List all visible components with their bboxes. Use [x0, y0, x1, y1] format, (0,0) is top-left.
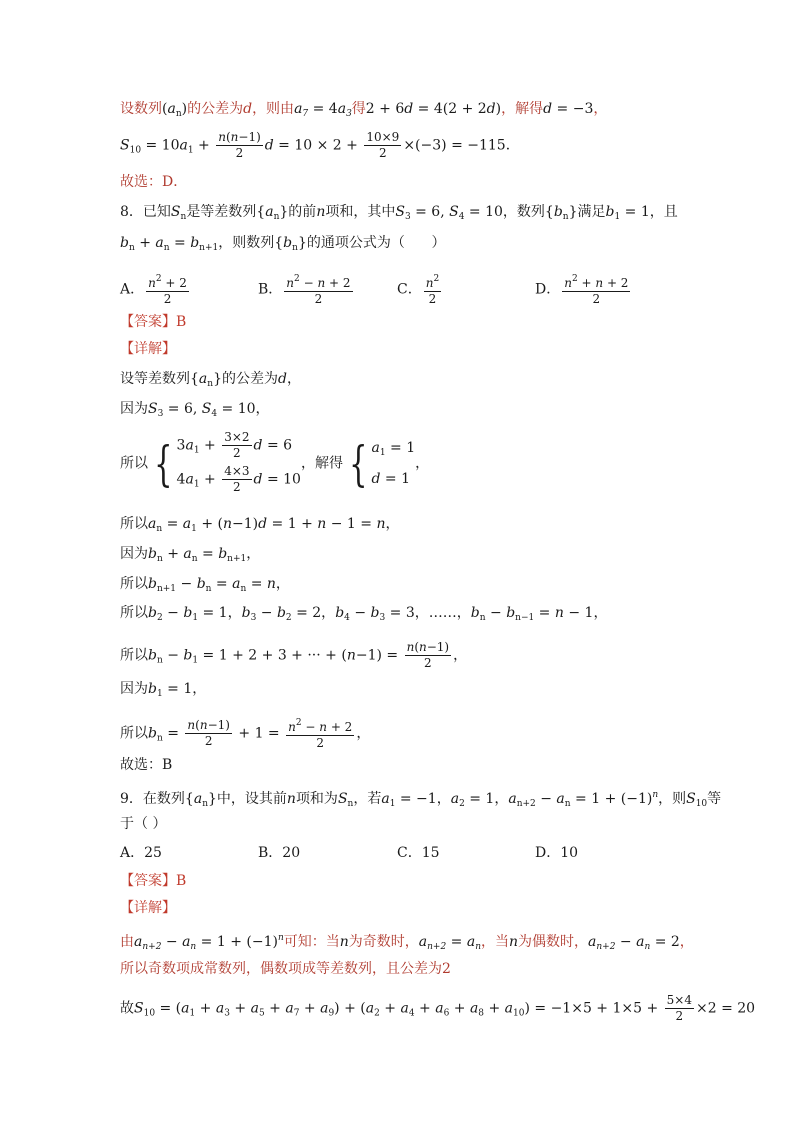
q8-step-3-system: 所以 { $3a_1$ + $\frac{3\times 2}{2}$ d = 6 $4a_1$ + $\frac{4\times 3}{2}$ d = 10 ，解得 { $a_1 = 1$ d = 1 ， — [120, 430, 430, 494]
q8-answer: 【答案】B — [120, 314, 187, 330]
q8-step-9: 因为$b_1 = 1$， — [120, 681, 207, 699]
q7-solution-line2: $S_{10} = 10a_1$ + $\frac{n(n-1)}{2}$ d = 10 × 2 + $\frac{10\times 9}{2}$ ×(−3) = −115． — [120, 130, 520, 160]
q9-stem-line2: 于（ ） — [120, 816, 167, 832]
q8-step-1: 设等差数列$\{a_n\}$的公差为d， — [120, 371, 301, 389]
q9-detail-label: 【详解】 — [120, 900, 176, 916]
q8-step-2: 因为$S_3 = 6$, $S_4 = 10$， — [120, 401, 270, 419]
q8-step-7: 所以$b_2 - b_1 = 1$，$b_3 - b_2 = 2$，$b_4 - b_3 = 3$，……，$b_n - b_{n-1} = n - 1$， — [120, 605, 608, 623]
q9-option-d[interactable]: D．10 — [535, 845, 579, 861]
q9-option-b[interactable]: B．20 — [258, 845, 301, 861]
q8-step-5: 因为$b_n + a_n = b_{n+1}$， — [120, 546, 261, 564]
q9-option-a[interactable]: A．25 — [120, 845, 162, 861]
q8-choose: 故选：B — [120, 757, 173, 773]
q8-option-c[interactable]: C． $\frac{n^2}{2}$ — [397, 274, 440, 306]
q9-step-1: 由$a_{n+2} - a_n = 1 + (-1)^n$可知：当n为奇数时，$a_{n+2} = a_n$，当n为偶数时，$a_{n+2} - a_n = 2$， — [120, 933, 694, 952]
q8-step-8: 所以$b_n - b_1 = 1 + 2 + 3$ + ··· + (n−1) = $\frac{n(n-1)}{2}$ ， — [120, 640, 468, 670]
q9-step-2: 所以奇数项成常数列，偶数项成等差数列，且公差为2 — [120, 961, 451, 977]
q8-option-b[interactable]: B． $\frac{n^2 - n + 2}{2}$ — [258, 274, 351, 306]
q8-stem-line2: $b_n + a_n = b_{n+1}$，则数列$\{b_n\}$的通项公式为（ ） — [120, 235, 446, 253]
q8-step-4: 所以$a_n = a_1 + (n-1)d = 1 + n - 1 = n$， — [120, 516, 400, 534]
q8-step-6: 所以$b_{n+1} - b_n = a_n = n$， — [120, 576, 290, 594]
q9-stem-line1: 9．在数列$\{a_n\}$中，设其前n项和为$S_n$，若$a_1 = -1$，$a_2 = 1$，$a_{n+2} - a_n = 1 + (-1)^n$，则$S_{10}$等 — [120, 790, 722, 809]
q8-detail-label: 【详解】 — [120, 341, 176, 357]
q9-step-3: 故$S_{10} = (a_1 + a_3 + a_5 + a_7 + a_9) + (a_2 + a_4 + a_6 + a_8 + a_{10}) = -1\times 5 + 1\times 5$ + $\frac{5\times 4}{2}$ ×2 = 20 — [120, 993, 756, 1023]
q8-option-d[interactable]: D． $\frac{n^2 + n + 2}{2}$ — [535, 274, 629, 306]
q9-answer: 【答案】B — [120, 873, 187, 889]
q9-option-c[interactable]: C．15 — [397, 845, 440, 861]
q7-choose: 故选：D． — [120, 174, 188, 190]
q7-solution-line1: 设数列$(a_n)$的公差为d，则由$a_7 = 4a_3$得2 + 6d = 4(2 + 2d)，解得d = −3， — [120, 101, 608, 119]
q8-option-a[interactable]: A． $\frac{n^2 + 2}{2}$ — [120, 274, 187, 306]
q8-step-10: 所以$b_n$ = $\frac{n(n-1)}{2}$ + 1 = $\frac{n^2 - n + 2}{2}$ ， — [120, 718, 371, 750]
q8-stem-line1: 8．已知$S_n$是等差数列$\{a_n\}$的前n项和，其中$S_3 = 6$, $S_4 = 10$，数列$\{b_n\}$满足$b_1 = 1$，且 — [120, 204, 678, 222]
